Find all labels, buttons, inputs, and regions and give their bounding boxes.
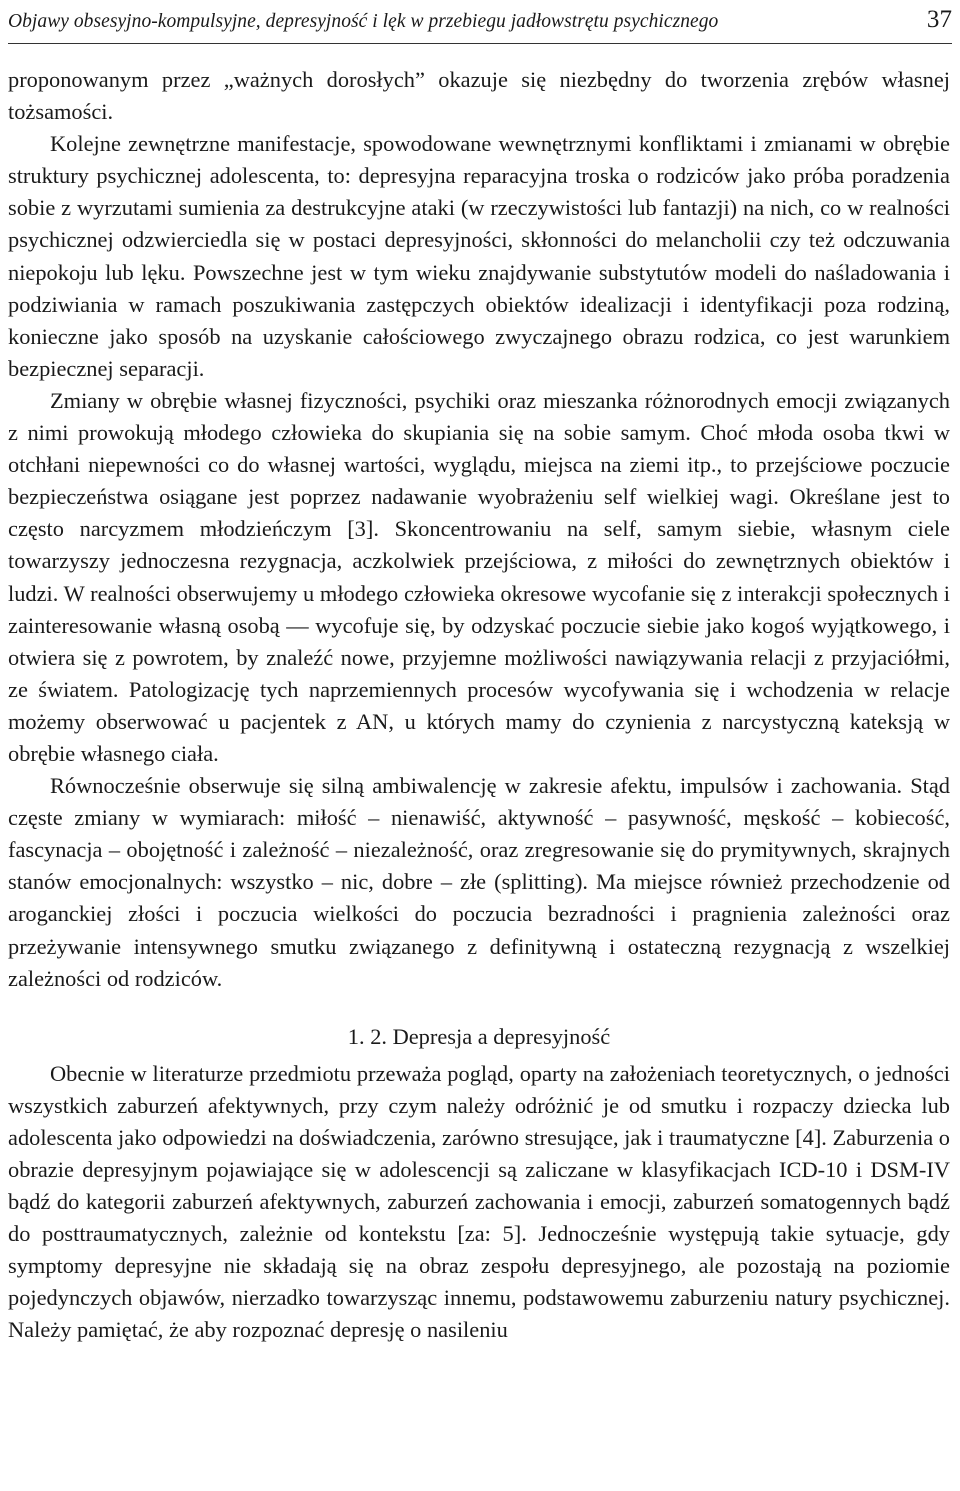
paragraph-external-manifestations: Kolejne zewnętrzne manifestacje, spowodowane wewnętrznymi konfliktami i zmianami w obrębie struktury psychicznej adolescenta, to: depresyjna reparacyjna troska o rodziców jako próba poradzenia sobie z wyrzutami sumienia za destrukcyjne ataki (w rzeczywistości lub fantazji) na nich, co w realności psychicznej odzwierciedla się w postaci depresyjności, skłonności do melancholii czy też odczuwania niepokoju lub lęku. Powszechne jest w tym wieku znajdywanie substytutów modeli do naśladowania i podziwiania w ramach poszukiwania zastępczych obiektów idealizacji i identyfikacji poza rodziną, konieczne jako sposób na uzyskanie całościowego zwyczajnego obrazu rodzica, co jest warunkiem bezpiecznej separacji. <box>8 131 950 381</box>
running-title: Objawy obsesyjno-kompulsyjne, depresyjność i lęk w przebiegu jadłowstrętu psychicznego <box>8 10 719 32</box>
paragraph-section-intro: Obecnie w literaturze przedmiotu przeważa pogląd, oparty na założeniach teoretycznych, o jedności wszystkich zaburzeń afektywnych, przy czym należy odróżnić je od smutku i rozpaczy dziecka lub adolescenta jako odpowiedzi na doświadczenia, zarówno stresujące, jak i traumatyczne [4]. Zaburzenia o obrazie depresyjnym pojawiające się w adolescencji są zaliczane w klasyfikacjach ICD-10 i DSM-IV bądź do kategorii zaburzeń afektywnych, zaburzeń zachowania i emocji, zaburzeń somatogennych bądź do posttraumatycznych, zależnie od kontekstu [za: 5]. Jednocześnie występują takie sytuacje, gdy symptomy depresyjne nie składają się na obraz zespołu depresyjnego, ale pozostają na poziomie pojedynczych objawów, nierzadko towarzysząc innemu, podstawowemu zaburzeniu natury psychicznej. Należy pamiętać, że aby rozpoznać depresję o nasileniu <box>8 1060 950 1343</box>
page-number: 37 <box>926 5 952 33</box>
paragraph-continuation: proponowanym przez „ważnych dorosłych” okazuje się niezbędny do tworzenia zrębów własnej tożsamości. <box>8 67 950 125</box>
running-header <box>8 0 952 44</box>
paragraph-ambivalence: Równocześnie obserwuje się silną ambiwalencję w zakresie afektu, impulsów i zachowania. Stąd częste zmiany w wymiarach: miłość – nienawiść, aktywność – pasywność, męskość – kobiecość, fascynacja – obojętność i zależność – niezależność, oraz zregresowanie się do prymitywnych, skrajnych stanów emocjonalnych: wszystko – nic, dobre – złe (splitting). Ma miejsce również przechodzenie od aroganckiej złości i poczucia wielkości do poczucia bezradności i pragnienia zależności oraz przeżywanie intensywnego smutku związanego z definitywną i ostateczną rezygnacją z wszelkiej zależności od rodziców. <box>8 773 950 991</box>
section-heading: 1. 2. Depresja a depresyjność <box>347 1023 611 1049</box>
main-text <box>8 64 950 1347</box>
paragraph-physicality-changes: Zmiany w obrębie własnej fizyczności, psychiki oraz mieszanka różnorodnych emocji związanych z nimi prowokują młodego człowieka do skupiania się na sobie samym. Choć młoda osoba tkwi w otchłani niepewności co do własnej wartości, wyglądu, miejsca na ziemi itp., to przejściowe poczucie bezpieczeństwa osiągane jest poprzez nadawanie wyobrażeniu self wielkiej wagi. Określane jest to często narcyzmem młodzieńczym [3]. Skoncentrowaniu na self, samym siebie, własnym ciele towarzyszy jednoczesna rezygnacja, aczkolwiek przejściowa, z miłości do zewnętrznych obiektów i ludzi. W realności obserwujemy u młodego człowieka okresowe wycofanie się z interakcji społecznych i zainteresowanie własną osobą — wycofuje się, by odzyskać poczucie siebie jako kogoś wyjątkowego, i otwiera się z powrotem, by znaleźć nowe, przyjemne możliwości nawiązywania relacji z przyjaciółmi, ze światem. Patologizację tych naprzemiennych procesów wycofywania się i wchodzenia w relacje możemy obserwować u pacjentek z AN, u których mamy do czynienia z narcystyczną kateksją w obrębie własnego ciała. <box>8 387 950 766</box>
